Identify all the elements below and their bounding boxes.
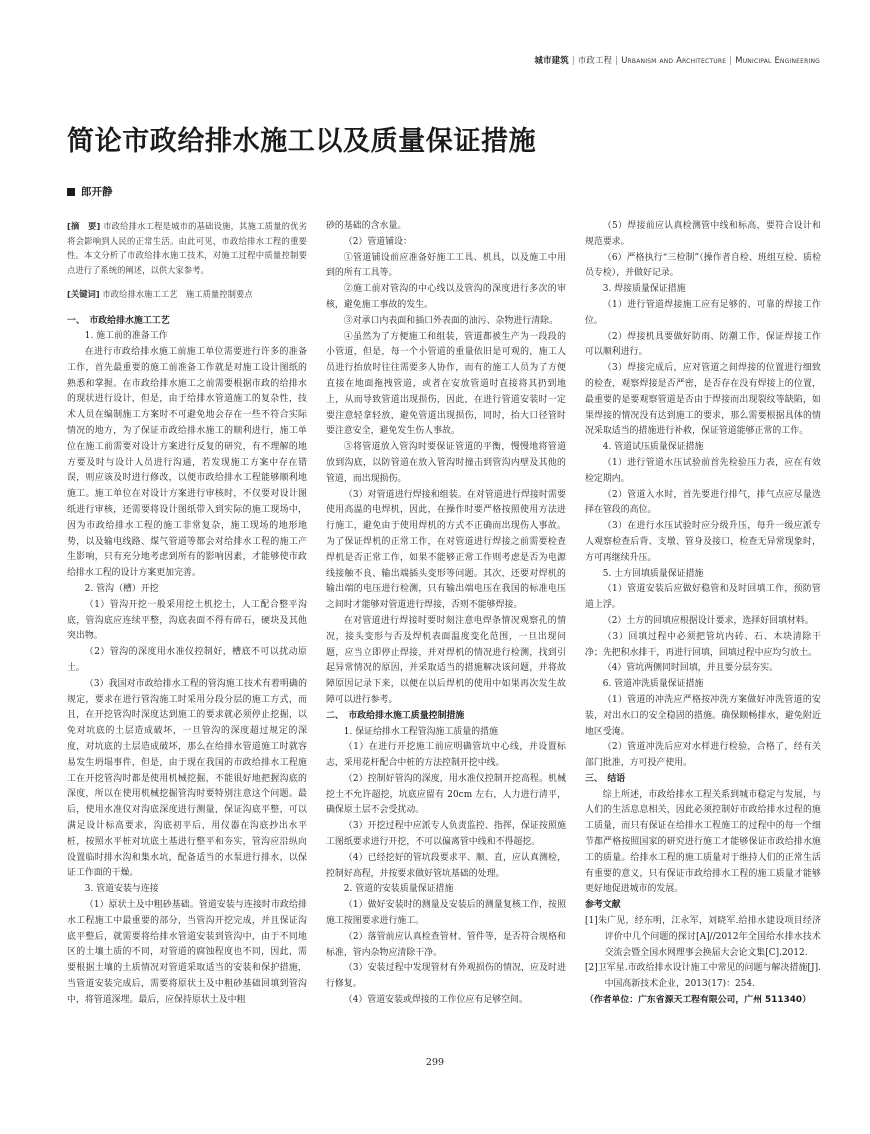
paragraph: 6. 管道冲洗质量保证措施 xyxy=(602,679,704,690)
paragraph: （3）在进行水压试验时应分级升压，每升一级应派专人观察检查后背、支墩、管身及接口，检查无异常现象时，方可再继续升压。 xyxy=(585,521,821,563)
header-en1: Urbanism and Architecture xyxy=(621,55,727,65)
column-1 xyxy=(67,219,307,1009)
header-section: 城市建筑 xyxy=(534,55,569,65)
keywords-text: 市政给排水施工工艺 施工质量控制要点 xyxy=(102,289,253,299)
paragraph: （3）回填过程中必须把管坑内砖、石、木块清除干净；先把积水排干，再进行回填，回填过程中应均匀放土。 xyxy=(585,631,821,658)
paragraph: （2）管道入水时，首先要进行排气，排气点应尽量选择在管段的高位。 xyxy=(585,489,821,516)
paragraph: （2）土方的回填应根据设计要求，选择好回填材料。 xyxy=(602,615,814,626)
paragraph: （2）控制好管沟的深度，用水准仪控制开挖高程。机械挖土不允许超挖，坑底应留有 20cm 左右，人力进行清平，确保原土层不会受扰动。 xyxy=(326,773,566,816)
paragraph: （1）进行管道水压试验前首先检验压力表，应在有效检定期内。 xyxy=(585,457,821,484)
paragraph: ②施工前对管沟的中心线以及管沟的深度进行多次的审核，避免施工事故的发生。 xyxy=(326,284,566,310)
paragraph: 5. 土方回填质量保证措施 xyxy=(602,568,704,579)
paragraph: （3）开挖过程中应派专人负责监控、指挥，保证按照施工图纸要求进行开挖，不可以偏离管中线和不得超挖。 xyxy=(326,821,566,848)
paragraph: （3）我国对市政给排水工程的管沟施工技术有着明确的规定，要求在进行管沟施工时采用分段分层的施工方式，而且，在开挖管沟时深度达到施工的要求就必须停止挖掘，以免对坑底的土层造成破坏，一旦管沟的深度超过规定的深度，对坑底的土层造成破坏，那么在给排水管道施工时就容易发生坍塌事件，但是，由于现在我国的市政给排水工程施工在开挖管沟时都是使用机械挖掘，不能很好地把握沟底的深度，所以在使用机械挖掘管沟时要特别注意这个问题。最后，使用水准仪对沟底深度进行测量，保证沟底平整，可以满足设计标高要求，沟底初平后，用仪器在沟底抄出水平桩，按照水平桩对坑底土基进行整平和夯实，管沟应沿纵向设置临时排水沟和集水坑，配备适当的水泵进行排水，以保证工作面的干燥。 xyxy=(67,678,307,879)
article-title: 简论市政给排水施工以及质量保证措施 xyxy=(67,126,537,157)
author-name: 郎开静 xyxy=(81,186,113,198)
paragraph: 1. 施工前的准备工作 xyxy=(84,331,168,342)
paragraph: （1）进行管道焊接施工应有足够的、可靠的焊接工作位。 xyxy=(585,299,821,326)
paragraph: 在进行市政给排水施工前施工单位需要进行许多的准备工作，首先最重要的施工前准备工作就是对施工设计图纸的熟悉和掌握。在市政给排水施工之前需要根据市政的给排水的现状进行设计，但是，由于给排水管道施工的复杂性，技术人员在编制施工方案时不可避免地会存在一些不符合实际情况的地方，为了保证市政给排水施工的顺利进行，施工单位在施工前需要对设计方案进行反复的研究，有不理解的地方要及时与设计人员进行沟通，若发现施工方案中存在错误，则应该及时进行修改，以便市政给排水工程能够顺利地施工。施工单位在对设计方案进行审核时，不仅要对设计图纸进行审核，还需要将设计图纸带入到实际的施工现场中，因为市政给排水工程的施工非常复杂，施工现场的地形地势，以及输电线路、煤气管道等都会对给排水工程的施工产生影响，只有充分地考虑到所有的影响因素，才能够使市政给排水工程的设计方案更加完善。 xyxy=(67,347,307,579)
paragraph: ⑤将管道放入管沟时要保证管道的平衡，慢慢地将管道放到沟底，以防管道在放入管沟时撞击到管沟内壁及其他的管道，而出现损伤。 xyxy=(326,442,566,484)
paragraph: 1. 保证给排水工程管沟施工质量的措施 xyxy=(343,726,499,737)
paragraph: （5）焊接前应认真检测管中线和标高，要符合设计和规范要求。 xyxy=(585,221,821,247)
paragraph: （3）对管道进行焊接和组装。在对管道进行焊接时需要使用高温的电焊机，因此，在操作时要严格按照使用方法进行施工，避免由于使用焊机的方式不正确而出现伤人事故。为了保证焊机的正常工作，在对管道进行焊接之前需要检查焊机是否正常工作，如果不能够正常工作则考虑是否为电源线接触不良、输出端插头变形等问题。其次，还要对焊机的输出端的电压进行检测，只有输出端电压在我国的标准电压之间时才能够对管道进行焊接，否则不能够焊接。 xyxy=(326,489,566,611)
reference-item: [1]朱广见，经东明，江永军，刘晓军.给排水建设项目经济评价中几个问题的探讨[A]//2012年全国给水排水技术交流会暨全国水网理事会换届大会论文集[C].2012. xyxy=(585,916,821,958)
reference-item: [2]卫军星.市政给排水设计施工中常见的问题与解决措施[J].中国高新技术企业，2013(17)：254. xyxy=(585,963,821,990)
paragraph: ③对承口内表面和插口外表面的油污、杂物进行清除。 xyxy=(343,315,558,326)
abstract-text: 市政给排水工程是城市的基础设施，其施工质量的优劣将会影响到人民的正常生活。由此可见，市政给排水工程的重要性。本文分析了市政给排水施工技术，对施工过程中质量控制要点进行了系统的阐述，以供大家参考。 xyxy=(67,221,308,275)
paragraph: 3. 焊接质量保证措施 xyxy=(602,284,686,295)
square-bullet-icon xyxy=(67,188,75,196)
running-header: 城市建筑 | 市政工程 | Urbanism and Architecture | Municipal Engineering xyxy=(534,55,820,65)
section-heading: 三、 结语 xyxy=(585,773,626,784)
paragraph: 砂的基础的含水量。 xyxy=(326,221,407,231)
paragraph: 3. 管道安装与连接 xyxy=(84,884,159,895)
paragraph: （3）焊接完成后，应对管道之间焊接的位置进行细致的检查，观察焊接是否严密，是否存在没有焊接上的位置，最重要的是要观察管道是否由于焊接而出现裂纹等缺陷，如果焊接的情况没有达到施工的要求，那么需要根据具体的情况采取适当的措施进行补救，保证管道能够正常的工作。 xyxy=(585,363,821,437)
header-en2: Municipal Engineering xyxy=(735,55,820,65)
paragraph: （2）焊接机具要做好防雨、防潮工作，保证焊接工作可以顺利进行。 xyxy=(585,331,821,358)
abstract xyxy=(67,219,307,277)
paragraph: （1）管沟开挖一般采用挖土机挖土，人工配合整平沟底，管沟底应连续平整，沟底表面不得有碎石，硬块及其他突出物。 xyxy=(67,599,307,642)
paragraph: （4）已经挖好的管坑段要求平、顺、直，应认真测检，控制好高程，并按要求做好管坑基础的处理。 xyxy=(326,852,566,879)
paragraph: （4）管道安装或焊接的工作位应有足够空间。 xyxy=(343,995,528,1006)
paragraph: 4. 管道试压质量保证措施 xyxy=(602,442,704,453)
paragraph: （1）原状土及中粗砂基础。管道安装与连接时市政给排水工程施工中最重要的部分，当管沟开挖完成，并且保证沟底平整后，就需要将给排水管道安装到管沟中，由于不同地区的土壤土质的不同，对管道的腐蚀程度也不同，因此，需要根据土壤的土质情况对管道采取适当的安装和保护措施，当管道安装完成后，需要将原状土及中粗砂基础回填到管沟中，将管道深埋。最后，应保持原状土及中粗 xyxy=(67,899,307,1005)
author-affiliation: （作者单位：广东省源天工程有限公司，广州 511340） xyxy=(585,995,811,1006)
section-heading: 一、 市政给排水施工工艺 xyxy=(67,315,170,326)
paragraph: 在对管道进行焊接时要时刻注意电焊条情况观察孔的情况，接头变形与否及焊机表面温度变化范围，一旦出现问题，应当立即停止焊接，并对焊机的情况进行检测，找到引起异常情况的原因，并采取适当的措施解决该问题，并将故障原因记录下来，以便在以后焊机的使用中如果再次发生故障可以进行参考。 xyxy=(326,615,566,705)
paragraph: （6）严格执行“三检制”（操作者自检、班组互检、质检员专检），并做好记录。 xyxy=(585,252,821,279)
paragraph: （2）管道冲洗后应对水样进行检验，合格了，经有关部门批准，方可投产使用。 xyxy=(585,742,821,769)
keywords xyxy=(67,287,307,302)
paragraph: 2. 管道的安装质量保证措施 xyxy=(343,884,454,895)
paragraph: ①管道铺设前应准备好施工工具、机具，以及施工中用到的所有工具等。 xyxy=(326,252,566,279)
column-2 xyxy=(326,219,566,1009)
paragraph: （2）管沟的深度用水准仪控制好，槽底不可以扰动原土。 xyxy=(67,647,307,674)
paragraph: （1）做好安装时的测量及安装后的测量复核工作，按照施工按图要求进行施工。 xyxy=(326,900,566,927)
keywords-label: [关键词] xyxy=(67,289,100,299)
paragraph: 综上所述，市政给排水工程关系到城市稳定与发展，与人们的生活息息相关，因此必须控制好市政给排水过程的施工质量，而只有保证在给排水工程施工的过程中的每一个细节都严格按照国家的研究进行施工才能够保证市政给排水施工的质量。给排水工程的施工质量对于维持人们的正常生活有重要的意义，只有保证市政给排水工程的施工质量才能够更好地促进城市的发展。 xyxy=(585,789,821,895)
paragraph: ④虽然为了方便施工和组装，管道都被生产为一段段的小管道，但是，每一个小管道的重量依旧是可观的，施工人员进行抬放时往往需要多人协作，而有的施工人员为了方便直接在地面拖拽管道，或者在安放管道时直接将其扔到地上，从而导致管道出现损伤，因此，在进行管道安装时一定要注意轻拿轻放，避免管道出现损伤，同时，抬大口径管时要注意安全，避免发生伤人事故。 xyxy=(326,331,566,437)
paragraph: （3）安装过程中发现管材有外观损伤的情况，应及时进行修复。 xyxy=(326,963,566,990)
paragraph: （1）在进行开挖施工前应明确管坑中心线，并设置标志，采用花杆配合中桩的方法控制开挖中线。 xyxy=(326,742,566,769)
header-sub: 市政工程 xyxy=(577,55,613,65)
author-line xyxy=(67,184,113,199)
page-number: 299 xyxy=(425,1057,445,1068)
paragraph: （1）管道的冲洗应严格按冲洗方案做好冲洗管道的安装，对出水口的安全稳固的措施。确保顺畅排水，避免附近地区受淹。 xyxy=(585,694,821,737)
abstract-label: [摘 要] xyxy=(67,221,101,231)
paragraph: 2. 管沟（槽）开挖 xyxy=(84,584,159,595)
column-3 xyxy=(585,219,821,1009)
paragraph: （1）管道安装后应做好稳管和及时回填工作，预防管道上浮。 xyxy=(585,584,821,611)
paragraph: （4）管坑两侧同时回填，并且要分层夯实。 xyxy=(602,663,779,674)
section-heading: 二、 市政给排水施工质量控制措施 xyxy=(326,710,465,721)
paragraph: （2）落管前应认真检查管材、管件等，是否符合规格和标准，管内杂物应清除干净。 xyxy=(326,931,566,958)
section-heading: 参考文献 xyxy=(585,900,621,911)
paragraph: （2）管道铺设： xyxy=(343,236,412,247)
